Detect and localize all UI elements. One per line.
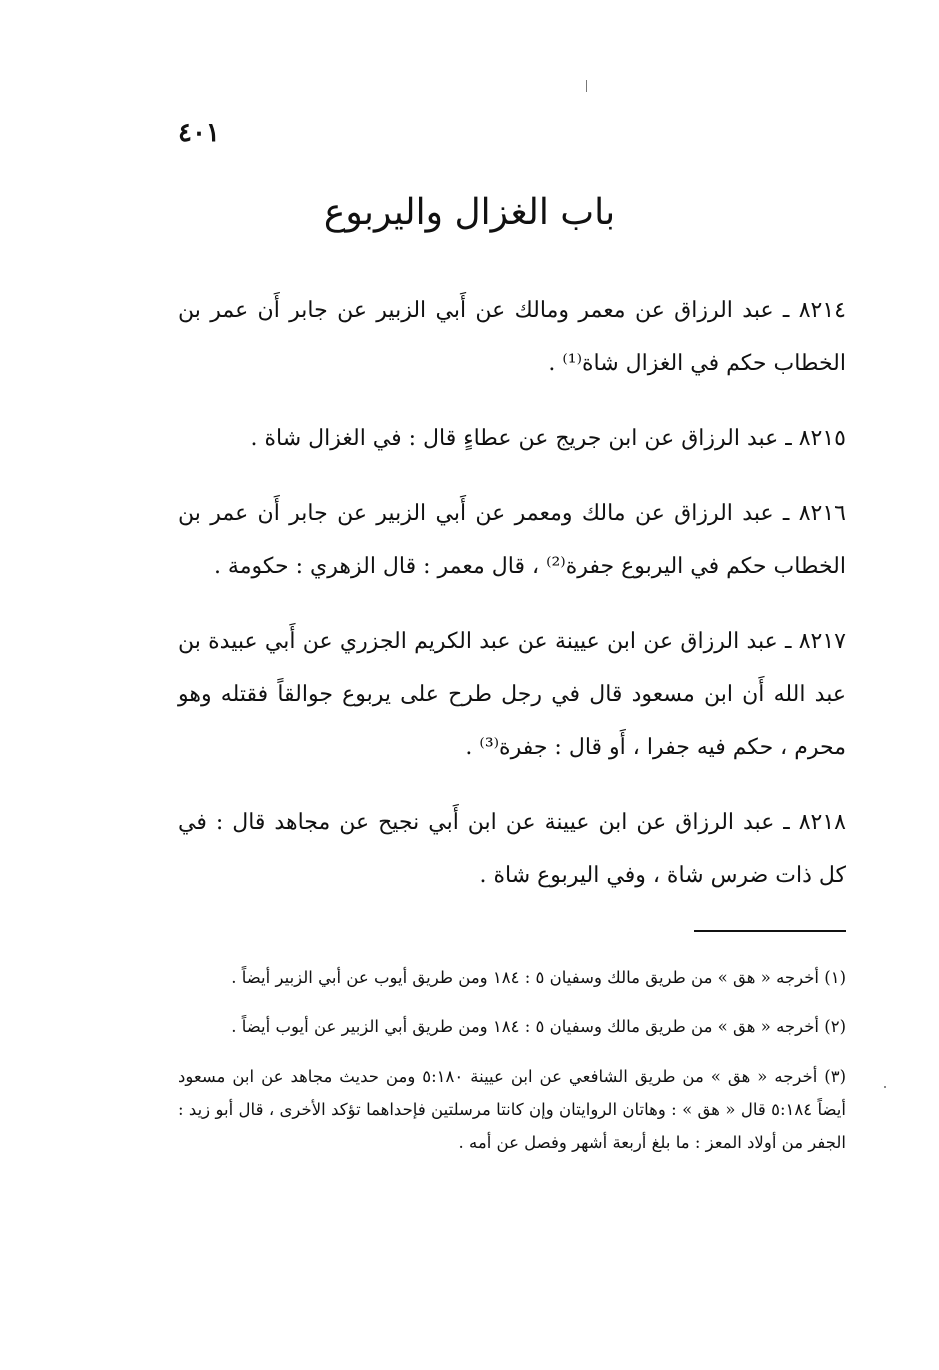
hadith-entry-8216: ٨٢١٦ ـ عبد الرزاق عن مالك ومعمر عن أَبي الزبير عن جابر أَن عمر بن الخطاب حكم في اليربوع جفرة⁽²⁾ ، قال معمر : قال الزهري : حكومة . [178,501,846,579]
hadith-entry-8218: ٨٢١٨ ـ عبد الرزاق عن ابن عيينة عن ابن أَبي نجيح عن مجاهد قال : في كل ذات ضرس شاة ، وفي اليربوع شاة . [178,810,846,888]
scan-mark [884,1086,886,1088]
hadith-entry-8215: ٨٢١٥ ـ عبد الرزاق عن ابن جريج عن عطاءٍ قال : في الغزال شاة . [250,426,846,451]
hadith-entry-8217: ٨٢١٧ ـ عبد الرزاق عن ابن عيينة عن عبد الكريم الجزري عن أَبي عبيدة بن عبد الله أَن ابن مسعود قال في رجل طرح على يربوع جوالقاً فقتله وهو محرم ، حكم فيه جفرا ، أَو قال : جفرة⁽³⁾ . [178,629,846,760]
chapter-title: باب الغزال واليربوع [323,192,616,233]
page-number: ٤٠١ [178,118,220,148]
scan-mark [586,80,587,92]
footnote-1: (١) أخرجه « هق » من طريق مالك وسفيان ٥ : ١٨٤ ومن طريق أيوب عن أبي الزبير أيضاً . [231,967,846,987]
footnotes [178,944,846,1165]
footnote-2: (٢) أخرجه « هق » من طريق مالك وسفيان ٥ : ١٨٤ ومن طريق أبي الزبير عن أيوب أيضاً . [231,1017,846,1036]
hadith-entries [178,262,846,914]
hadith-entry-8214: ٨٢١٤ ـ عبد الرزاق عن معمر ومالك عن أَبي الزبير عن جابر أَن عمر بن الخطاب حكم في الغزال شاة⁽¹⁾ . [178,298,846,376]
footnote-3: (٣) أخرجه « هق » من طريق الشافعي عن ابن عيينة ٥:١٨٠ ومن حديث مجاهد عن ابن مسعود أيضاً ٥:١٨٤ قال « هق » : وهاتان الروايتان وإن كانتا مرسلتين فإحداهما تؤكد الأخرى ، قال أبو زيد : الجفر من أولاد المعز : ما بلغ أربعة أشهر وفصل عن أمه . [178,1066,847,1152]
footnote-divider [694,930,846,932]
